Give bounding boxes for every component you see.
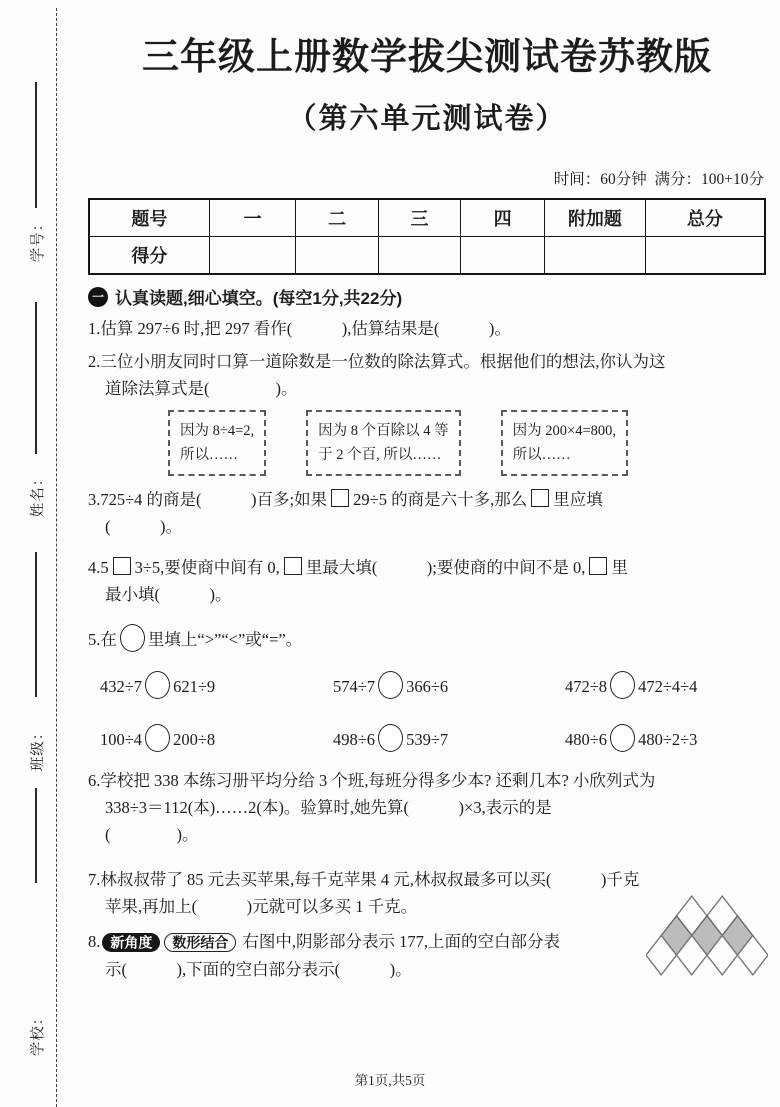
- blank-square-icon: [331, 489, 349, 507]
- question-text: [88, 554, 766, 581]
- question-text: 里最大填( );要使商的中间不是 0,: [305, 558, 586, 577]
- section-one-title: 认真读题,细心填空。(每空1分,共22分): [115, 289, 403, 308]
- question-text: 29÷5 的商是六十多,那么: [353, 490, 528, 509]
- student-name-blank-line: [35, 302, 37, 454]
- comparison-circle-icon: [378, 671, 403, 699]
- question-text: 3÷5,要使商中间有 0,: [134, 558, 280, 577]
- score-header-cell: 题号: [89, 199, 209, 237]
- reasoning-text: 所以……: [180, 447, 238, 463]
- score-blank-cell: [545, 237, 646, 275]
- expression: 432÷7: [100, 677, 143, 696]
- comparison-grid: [100, 671, 766, 753]
- expression: 621÷9: [173, 677, 216, 696]
- question-text: 里应填: [553, 490, 603, 509]
- comparison-item: [333, 671, 565, 700]
- score-header-cell: 三: [378, 199, 460, 237]
- comparison-item: [565, 724, 766, 753]
- number-shape-badge: 数形结合: [164, 933, 236, 952]
- paper-subtitle: （第六单元测试卷）: [287, 103, 567, 135]
- score-header-cell: 一: [209, 199, 296, 237]
- reasoning-boxes: [168, 410, 766, 476]
- question-text: 2.三位小朋友同时口算一道除数是一位数的除法算式。根据他们的想法,你认为这: [88, 352, 666, 371]
- question-text: 6.学校把 338 本练习册平均分给 3 个班,每班分得多少本? 还剩几本? 小欣列式为: [88, 771, 656, 790]
- question-text: 7.林叔叔带了 85 元去买苹果,每千克苹果 4 元,林叔叔最多可以买( )千克: [88, 870, 640, 889]
- student-name-label: 姓名：: [30, 470, 47, 518]
- blank-square-icon: [113, 557, 131, 575]
- expression: 366÷6: [406, 677, 449, 696]
- question-text: 最小填( )。: [105, 585, 232, 604]
- expression: 480÷6: [565, 730, 608, 749]
- question-5: [88, 624, 766, 753]
- question-text: ( )。: [105, 825, 199, 844]
- score-table: [88, 198, 766, 275]
- school-blank-line: [35, 788, 37, 883]
- question-text: 道除法算式是( )。: [105, 379, 298, 398]
- expression: 100÷4: [100, 730, 143, 749]
- diamond-figure: [646, 894, 768, 977]
- student-id-blank-line: [35, 82, 37, 208]
- comparison-circle-icon: [145, 724, 170, 752]
- reasoning-text: 所以……: [512, 447, 571, 463]
- question-number: 8.: [88, 932, 101, 951]
- margin-dashed-line: [56, 8, 57, 1107]
- reasoning-text: 因为 8÷4=2,: [180, 423, 255, 439]
- question-text: 4.5: [88, 558, 109, 577]
- score-blank-cell: [378, 237, 460, 275]
- comparison-circle-icon: [610, 724, 635, 752]
- question-text: 里填上“>”“<”或“=”。: [147, 630, 303, 649]
- expression: 498÷6: [333, 730, 376, 749]
- question-text: 示( ),下面的空白部分表示( )。: [105, 960, 412, 979]
- reasoning-text: 因为 200×4=800,: [512, 423, 616, 439]
- comparison-circle-icon: [120, 624, 145, 652]
- page-footer: 第1页,共5页: [354, 1073, 426, 1088]
- reasoning-box-3: [501, 410, 628, 476]
- score-header-cell: 二: [296, 199, 378, 237]
- score-blank-cell: [209, 237, 296, 275]
- school-label: 学校：: [30, 1009, 47, 1057]
- expression: 574÷7: [333, 677, 376, 696]
- question-2: [88, 348, 766, 402]
- class-blank-line: [35, 552, 37, 697]
- score-blank-cell: [296, 237, 378, 275]
- comparison-circle-icon: [145, 671, 170, 699]
- question-text: 338÷3＝112(本)……2(本)。验算时,她先算( )×3,表示的是: [105, 798, 552, 817]
- question-text: ( )。: [105, 517, 182, 536]
- question-text: 里: [611, 558, 628, 577]
- comparison-circle-icon: [610, 671, 635, 699]
- reasoning-box-1: [168, 410, 266, 476]
- student-id-label: 学号：: [30, 215, 47, 263]
- comparison-item: [100, 724, 333, 753]
- question-text: 1.估算 297÷6 时,把 297 看作( ),估算结果是( )。: [88, 319, 511, 338]
- reasoning-text: 于 2 个百, 所以……: [318, 447, 442, 463]
- section-number-badge: 一: [88, 287, 108, 307]
- question-8: [88, 928, 766, 983]
- expression: 480÷2÷3: [638, 730, 698, 749]
- question-text: 3.725÷4 的商是( )百多;如果: [88, 490, 328, 509]
- comparison-circle-icon: [378, 724, 403, 752]
- expression: 200÷8: [173, 730, 216, 749]
- score-row-label: 得分: [89, 237, 209, 275]
- comparison-item: [333, 724, 565, 753]
- comparison-item: [100, 671, 333, 700]
- blank-square-icon: [589, 557, 607, 575]
- expression: 472÷4÷4: [638, 677, 698, 696]
- question-6: [88, 767, 766, 848]
- reasoning-box-2: [306, 410, 461, 476]
- score-blank-cell: [645, 237, 765, 275]
- blank-square-icon: [531, 489, 549, 507]
- section-one-header: [88, 284, 766, 309]
- question-4: [88, 554, 766, 608]
- new-angle-badge: 新角度: [102, 933, 160, 952]
- question-text: 5.在: [88, 630, 117, 649]
- score-header-cell: 总分: [645, 199, 765, 237]
- question-text: [88, 486, 766, 513]
- question-1: [88, 315, 766, 342]
- question-3: [88, 486, 766, 540]
- score-header-cell: 附加题: [545, 199, 646, 237]
- question-text: [88, 624, 766, 653]
- blank-square-icon: [284, 557, 302, 575]
- paper-content: [88, 0, 766, 983]
- class-label: 班级：: [30, 724, 47, 772]
- question-text: 苹果,再加上( )元就可以多买 1 千克。: [105, 897, 418, 916]
- score-blank-cell: [461, 237, 545, 275]
- comparison-item: [565, 671, 766, 700]
- expression: 472÷8: [565, 677, 608, 696]
- score-table-score-row: [89, 237, 765, 275]
- score-table-header-row: [89, 199, 765, 237]
- paper-title: 三年级上册数学拔尖测试卷苏教版: [142, 37, 712, 78]
- time-and-score-meta: 时间：60分钟 满分：100+10分: [553, 171, 764, 188]
- question-text: 右图中,阴影部分表示 177,上面的空白部分表: [242, 932, 560, 951]
- reasoning-text: 因为 8 个百除以 4 等: [318, 423, 449, 439]
- score-header-cell: 四: [461, 199, 545, 237]
- expression: 539÷7: [406, 730, 449, 749]
